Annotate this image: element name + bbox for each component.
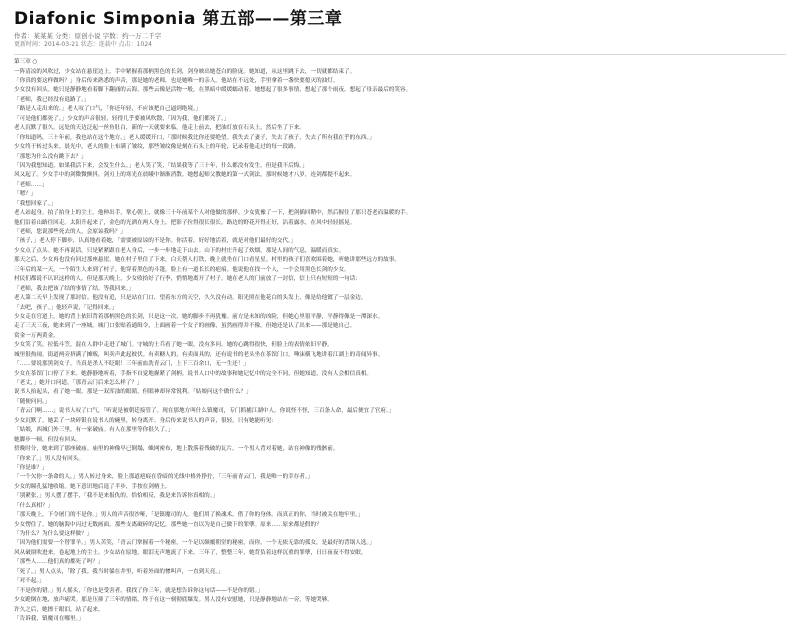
paragraph: 「你知道吗，三十年前，我也站在这个地方。」老人缓缓开口，「那时候我比你还要绝望。我失去了妻子，失去了孩子，失去了所有我在乎的东西。」: [14, 134, 375, 141]
paragraph: 说书人抬起头，看了她一眼。那是一双浑浊的眼睛，但眼神却异常锐利。「姑娘问这个做什么？」: [14, 389, 252, 396]
paragraph: 少女走在官道上。她的背上依旧背着那柄黑色的长剑，只是这一次，她的脚步不再犹豫。前方是未知的凶险，但她心里很平静，平静得像是一潭深水。: [14, 313, 384, 320]
paragraph: 「青云门啊……」说书人叹了口气，「听说是被朝廷接管了。现在那地方叫什么镇魔司，专门抓捕江湖中人。你说怪不怪，三百条人命，最后便宜了官府。」: [14, 408, 395, 415]
paragraph: 「路是人走出来的。」老人叹了口气，「你还年轻，不应该把自己逼到绝境。」: [14, 106, 202, 113]
paragraph: 城里很热闹。街道两旁挤满了摊贩，叫卖声此起彼伏。有卖糖人的，有卖面具的，还有说书的老头坐在茶馆门口，唾沫横飞地讲着江湖上的奇闻异事。: [14, 351, 384, 358]
paragraph: 老人第二天早上发现了那封信。他没有追，只是站在门口，望着东方的天空，久久没有动。阳光照在他花白的头发上，像是给他镀了一层金边。: [14, 295, 367, 302]
paragraph: 「不是你的错。」男人摇头，「你也是受害者。我找了你三年，就是想告诉你这句话——不是你的错。」: [14, 587, 263, 594]
paragraph: 「可是他们都死了。」少女的声音很轻，轻得几乎要被风吹散，「因为我，他们都死了。」: [14, 115, 230, 122]
paragraph: 少女没有回头。她只是静静地看着脚下翻涌的云海，那些云像是活物一般，在黑暗中缓缓蠕动着。她想起了很多事情，想起了那个雨夜，想起了母亲最后的笑容。: [14, 87, 412, 94]
paragraph: 村民们都说不认识这样的人。但是那天晚上，少女收拾好了行李，悄悄地离开了村子。她在老人的门前放了一封信，信上只有短短的一句话：: [14, 276, 361, 283]
paragraph: 「孩子，」老人停下脚步，认真地看着她，「需要被原谅的不是你。你活着，好好地活着，就是对他们最好的交代。」: [14, 238, 297, 245]
paragraph: 少女跪倒在地，放声痛哭。那是压抑了三年的情绪，终于在这一刻彻底爆发。男人没有安慰她，只是静静地站在一旁，等她哭够。: [14, 597, 333, 604]
paragraph: 少女沉默了。她丢了一块碎银在说书人的碗里，转身离开。身后传来说书人的声音，很轻，只有她能听见：: [14, 417, 277, 424]
paragraph: 「因为我想知道，如果我活下来，会发生什么。」老人笑了笑，「结果我等了三十年，什么都没有发生。但是我不后悔。」: [14, 162, 308, 169]
paragraph: 「老师……」: [14, 181, 48, 188]
paragraph: 那天之后，少女再也没有回过那座悬崖。她在村子里住了下来，白天帮人打铁，晚上就坐在门口看星星。村里的孩子们喜欢围着她，听她讲那些远方的故事。: [14, 257, 400, 264]
paragraph: 「你真的要这样做吗？」身后传来熟悉的声音，那是她的老师，也是她唯一的亲人。他站在不远处，手里拿着一盏快要熄灭的油灯。: [14, 78, 339, 85]
paragraph: 许久之后，她擦干眼泪，站了起来。: [14, 606, 104, 613]
paragraph: 「老师，我已经没有退路了。」: [14, 96, 90, 103]
paragraph: 「老丈，」她开口问道，「那青云门后来怎么样了？」: [14, 380, 143, 387]
paragraph: 风从破窗吹进来，卷起地上的尘土。少女站在原地，眼泪无声地流了下来。三年了，整整三年，她背负着这样沉重的罪孽，日日夜夜不得安眠。: [14, 549, 367, 556]
paragraph: 老人沉默了很久。远处的天边泛起一丝鱼肚白，新的一天就要来临。他走上前去，把油灯放在石头上，然后坐了下来。: [14, 125, 305, 132]
paragraph: 她脚步一顿，但没有回头。: [14, 436, 82, 443]
paragraph: 少女笑了笑，拉低斗笠，混在人群中走进了城门。守城的士兵看了她一眼，没有多问。她的心跳得很快，但脸上的表情依旧平静。: [14, 342, 333, 349]
document-body: [14, 59, 786, 622]
paragraph: 「因为他们需要一个替罪羊。」男人苦笑，「青云门掌握着一个秘密，一个足以颠覆朝堂的秘密。而你，一个无依无靠的孤女，是最好的背锅人选。」: [14, 540, 375, 547]
paragraph: 赏金一万两黄金。: [14, 332, 59, 339]
paragraph: 「老师，您说那些死去的人，会原谅我吗？」: [14, 229, 126, 236]
paragraph: 「对不起。」: [14, 578, 45, 585]
byline-secondary: 更新时间：2014-03-21 状态：连载中 点击：1024: [14, 40, 152, 48]
paragraph: 「那您为什么没有跳下去？」: [14, 153, 87, 160]
paragraph: 「……要说那黑剑女子，当真是杀人不眨眼！三年前血洗青云门，上下三百余口，无一生还！」: [14, 361, 249, 368]
paragraph: 「姑娘，西城门外三里，有一家破庙。有人在那里等你很久了。」: [14, 427, 174, 434]
paragraph: 「老师，我去把该了结的事情了结。等我回来。」: [14, 285, 135, 292]
paragraph: 他们沿着山路往回走。太阳升起来了，金色的光洒在两人身上，把影子拉得很长很长。路边的野花开得正好，沾着露水，在风中轻轻摇晃。: [14, 219, 356, 226]
paragraph: 少女在茶馆门口停了下来。她静静地听着，手指不自觉地握紧了剑柄。说书人口中的故事和她记忆中的完全不同，但她知道，没有人会相信真相。: [14, 370, 373, 377]
paragraph: 「别紧张，」男人摆了摆手，「我不是来报仇的。恰恰相反，我是来告诉你真相的。」: [14, 493, 219, 500]
paragraph: 「你来了。」男人没有回头。: [14, 455, 84, 462]
byline-primary: 作者：某某某 分类：原创小说 字数：约一万二千字: [14, 31, 162, 40]
paragraph: 老人站起身，拍了拍身上的尘土。他伸出手，掌心朝上，就像三十年前某个人对他做的那样。少女犹豫了一下，把剑插回鞘中，然后握住了那只苍老而温暖的手。: [14, 210, 412, 217]
paragraph: 少女点了点头。她不再说话，只是紧紧跟在老人身后，一步一步地走下山去。山下的村庄升起了炊烟，那是人间的气息，温暖而真实。: [14, 247, 345, 254]
paragraph: 「去吧，孩子。」他轻声说，「记得回来。」: [14, 304, 118, 311]
paragraph: 「死了。」男人点头，「除了我。我当时躲在井里，听着外面的惨叫声，一直到天亮。」: [14, 568, 224, 575]
paragraph: 「一个欠你一条命的人。」男人转过身来，脸上那道疤痕在昏暗的光线中格外狰狞，「三年前青云门，我是唯一的幸存者。」: [14, 474, 314, 481]
paragraph: 「告诉我，镇魔司在哪里。」: [14, 615, 84, 622]
paragraph: 风又起了。少女手中的剑微微颤抖，剑刃上的寒光在晨曦中渐渐消散。她想起师父教她的第一式剑法，那时候她才八岁，连剑都提不起来。: [14, 172, 356, 179]
paragraph: 「什么真相？」: [14, 502, 54, 509]
paragraph: 「嗯？」: [14, 191, 37, 198]
paragraph: 「随便问问。」: [14, 398, 51, 405]
paragraph: 少女的瞳孔猛地收缩。她下意识地后退了半步，手按在剑柄上。: [14, 483, 171, 490]
paragraph: 少女愣住了。她的脑海中闪过无数画面，那些支离破碎的记忆，那些她一直以为是自己做下的罪孽。原来……原来都是假的？: [14, 521, 322, 528]
paragraph: 「那些人……他们真的都死了吗？」: [14, 559, 104, 566]
paragraph: 「我想回家了。」: [14, 200, 56, 207]
paragraph: 走了三天三夜，她来到了一座城。城门口张贴着通缉令，上面画着一个女子的画像，虽然画得并不像，但她还是认了出来——那是她自己。: [14, 323, 356, 330]
paragraph: 傍晚时分，她来到了那座破庙。庙里的神像早已倒塌，蛛网密布，地上散落着残破的瓦片。一个男人背对着她，站在神像的残骸前。: [14, 446, 339, 453]
paragraph: 第三章 ○: [14, 59, 38, 66]
paragraph: 「你是谁？」: [14, 464, 48, 471]
paragraph: 「那天晚上，下令屠门的不是你。」男人的声音很沙哑，「是镇魔司的人。他们用了换魂术，借了你的身体。而真正的你，当时被关在地牢里。」: [14, 512, 364, 519]
page-title: Diafonic Simponia 第五部——第三章: [14, 9, 343, 29]
paragraph: 三年后的某一天，一个陌生人来到了村子。他穿着黑色的斗篷，脸上有一道长长的疤痕。他说他在找一个人，一个会用黑色长剑的少女。: [14, 266, 350, 273]
paragraph: 「为什么？为什么要这样做？」: [14, 531, 93, 538]
header-divider: [14, 54, 786, 55]
paragraph: 少女终于转过头来。晨光中，老人的脸上布满了皱纹，那些皱纹像是刻在石头上的年轮，记录着他走过的每一段路。: [14, 144, 300, 151]
paragraph: 一阵清凉的风吹过，少女站在悬崖边上，手中紧握着那柄黑色的长剑，剑身映出她苍白的脸庞。她知道，从这里跳下去，一切就都结束了。: [14, 68, 356, 75]
